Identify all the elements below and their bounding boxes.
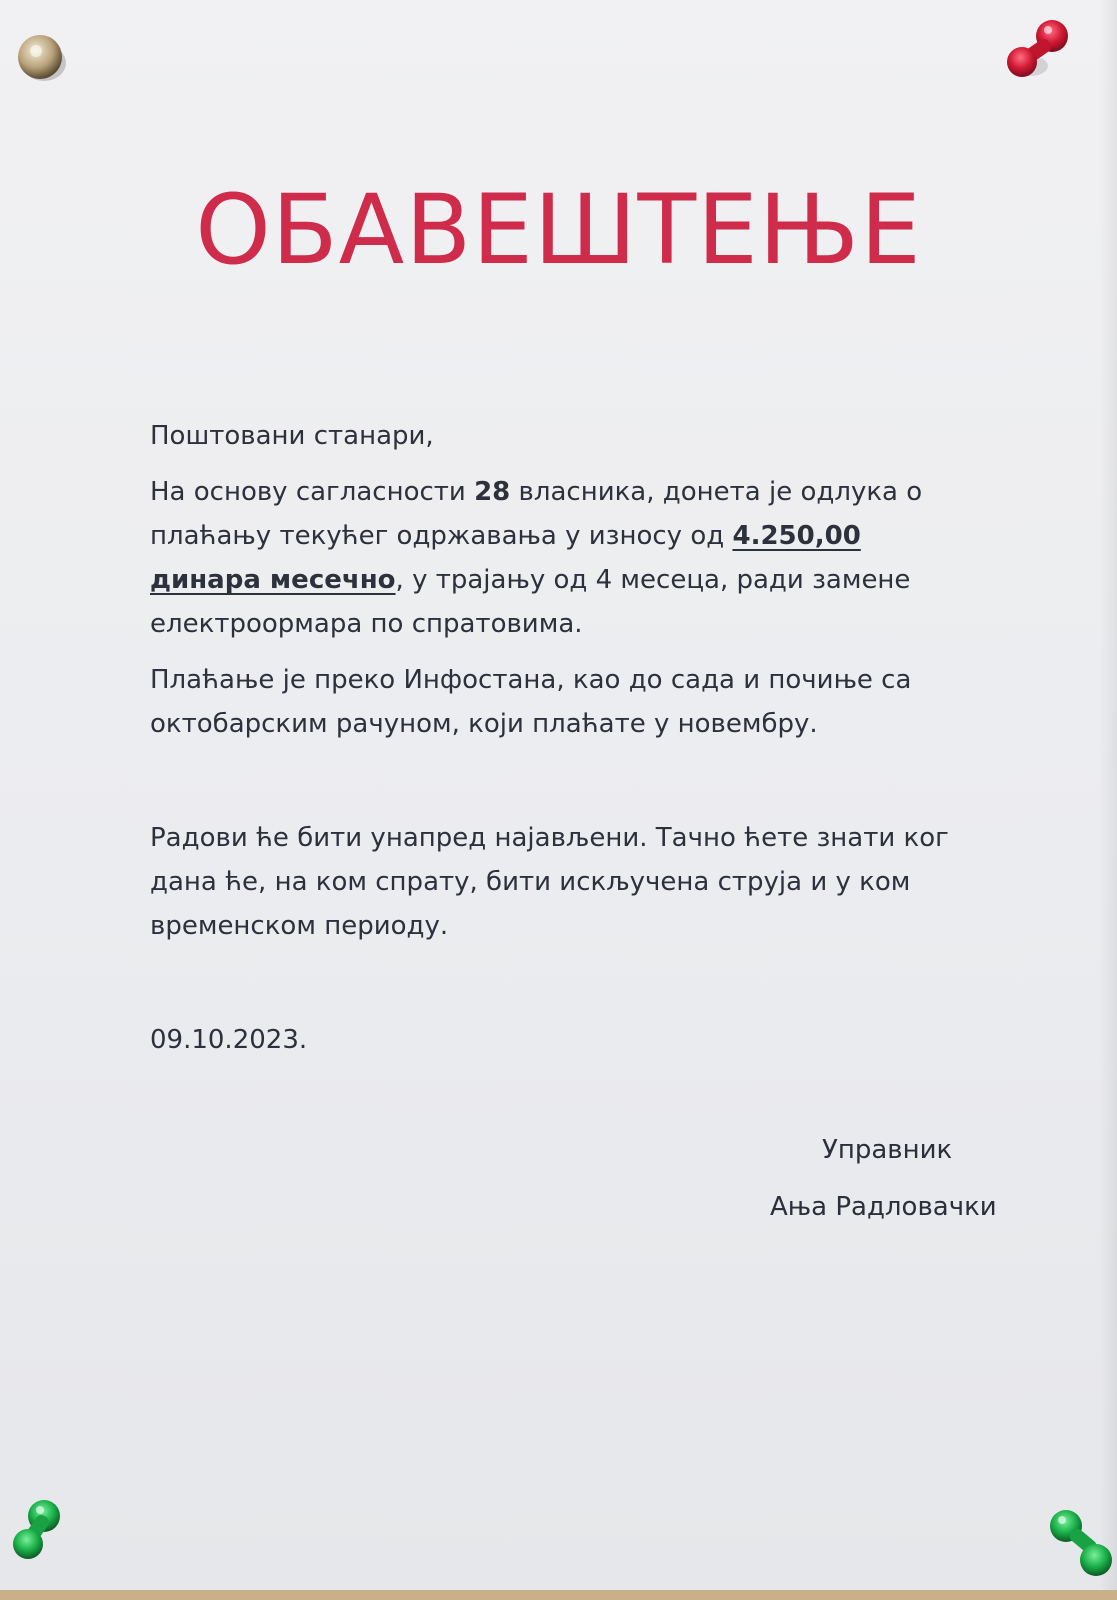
notice-date: 09.10.2023.	[150, 1025, 308, 1055]
paragraph-text: власника, донета је одлука о плаћању текућег одржавања у износу од	[150, 477, 923, 551]
signature-name: Ања Радловачки	[770, 1192, 997, 1222]
pushpin-red-icon	[1000, 14, 1080, 84]
pushpin-green-icon	[1040, 1500, 1117, 1590]
pushpin-gold-icon	[14, 30, 68, 84]
paragraph-works: Радови ће бити унапред најављени. Тачно ћете знати ког дана ће, на ком спрату, бити искључена струја и у ком временском периоду.	[150, 823, 949, 941]
monthly-amount: 4.250,00 динара месечно	[150, 521, 861, 595]
signature-role: Управник	[822, 1135, 953, 1165]
owners-count: 28	[474, 477, 511, 507]
greeting: Поштовани станари,	[150, 421, 434, 451]
paragraph-decision	[150, 470, 970, 646]
board-edge	[0, 1590, 1117, 1600]
paragraph-text: , у трајању од 4 месеца, ради замене електроормара по спратовима.	[150, 565, 911, 639]
notice-title: ОБАВЕШТЕЊЕ	[195, 174, 922, 286]
paragraph-text: На основу сагласности	[150, 477, 475, 507]
paragraph-payment: Плаћање је преко Инфостана, као до сада и почиње са октобарским рачуном, који плаћате у новембру.	[150, 665, 912, 739]
pushpin-green-icon	[4, 1494, 74, 1574]
